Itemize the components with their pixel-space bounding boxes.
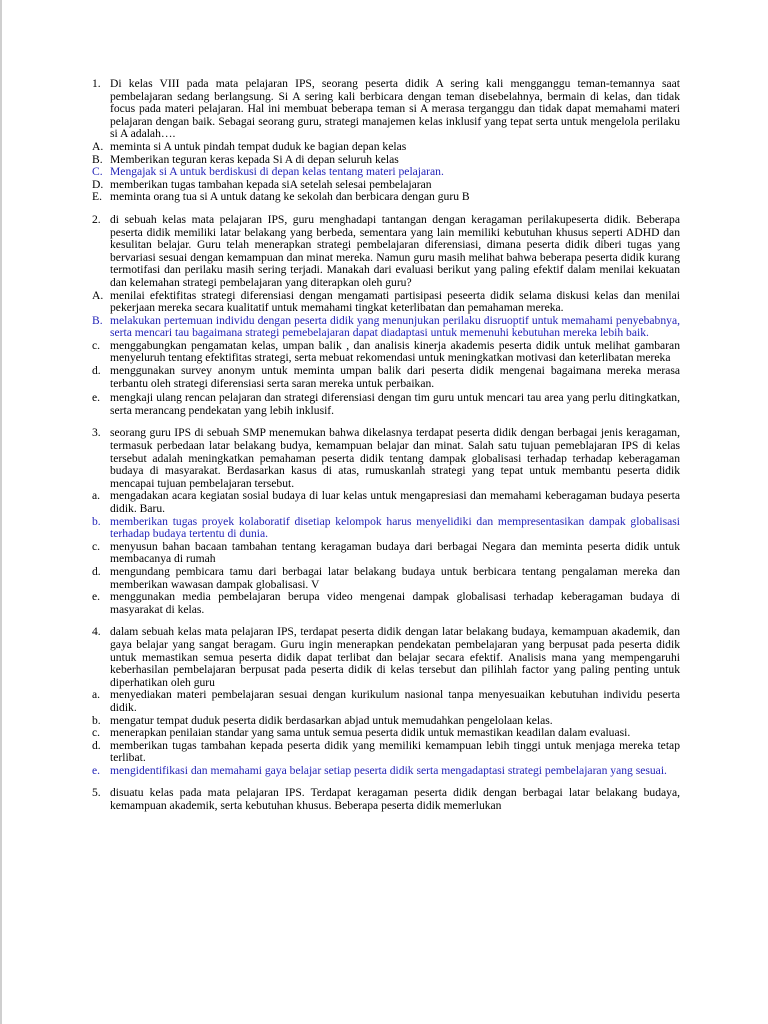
question-number: 3.	[92, 426, 101, 440]
option-a	[92, 490, 680, 515]
option-letter: e.	[92, 391, 101, 405]
option-letter: c.	[92, 726, 101, 740]
option-b-answer	[92, 315, 680, 340]
option-text: Memberikan teguran keras kepada Si A di depan seluruh kelas	[110, 152, 399, 166]
option-text: meminta si A untuk pindah tempat duduk ke bagian depan kelas	[110, 139, 407, 153]
option-letter: b.	[92, 514, 101, 528]
option-letter: d.	[92, 364, 101, 378]
option-text: mengadakan acara kegiatan sosial budaya di luar kelas untuk mengapresiasi dan memahami keberagaman budaya peserta didik. Baru.	[110, 489, 680, 515]
option-letter: e.	[92, 590, 101, 604]
option-text: memberikan tugas tambahan kepada peserta didik yang memiliki kemampuan lebih tinggi untuk menjaga mereka tetap terlibat.	[110, 738, 680, 765]
question-5	[92, 787, 680, 812]
option-a	[92, 689, 680, 714]
option-text: menyediakan materi pembelajaran sesuai dengan kurikulum nasional tanpa menyesuaikan kebutuhan individu peserta didik.	[110, 688, 680, 714]
option-text: mengidentifikasi dan memahami gaya belajar setiap peserta didik serta mengadaptasi strategi pembelajaran yang sesuai.	[110, 763, 667, 777]
option-d	[92, 740, 680, 765]
option-letter: a.	[92, 688, 101, 702]
option-text: memberikan tugas tambahan kepada siA setelah selesai pembelajaran	[110, 177, 432, 191]
option-letter: d.	[92, 564, 101, 578]
option-letter: B.	[92, 313, 103, 327]
option-letter: E.	[92, 190, 102, 204]
question-3	[92, 427, 680, 616]
option-c-answer	[92, 166, 680, 179]
option-e	[92, 591, 680, 616]
option-d	[92, 566, 680, 591]
option-text: menggunakan media pembelajaran berupa video mengenai dampak globalisasi terhadap keberagaman budaya di masyarakat di kelas.	[110, 590, 680, 616]
page-edge	[0, 0, 2, 1024]
option-d	[92, 365, 680, 390]
option-letter: a.	[92, 489, 101, 503]
option-letter: C.	[92, 165, 103, 179]
option-text: menyusun bahan bacaan tambahan tentang keragaman budaya dari berbagai Negara dan meminta peserta didik untuk membacanya di rumah	[110, 539, 680, 566]
question-1	[92, 78, 680, 204]
option-letter: e.	[92, 763, 101, 777]
option-letter: b.	[92, 713, 101, 727]
question-text: di sebuah kelas mata pelajaran IPS, guru menghadapi tantangan dengan keragaman perilakupeserta didik. Beberapa peserta didik memiliki latar belakang yang berbeda, sementara yang lain memiliki kebutuhan khusus seperti ADHD dan kesulitan belajar. Guru telah menerapkan strategi pembelajaran diferensiasi, dimana peserta didik diberi tugas yang bervariasi sesuai dengan kemampuan dan minat mereka. Namun guru masih melihat bahwa beberapa peserta didik kurang termotifasi dan perilaku masih sering terjadi. Manakah dari evaluasi berikut yang paling efektif dalam menilai kekuatan dan kelemahan strategi pembelajaran yang diterapkan oleh guru?	[110, 212, 680, 289]
question-4	[92, 626, 680, 777]
question-text: disuatu kelas pada mata pelajaran IPS. Terdapat keragaman peserta didik dengan berbagai latar belakang budaya, kemampuan akademik, serta kebutuhan khusus. Beberapa peserta didik memerlukan	[110, 786, 680, 813]
option-e-answer	[92, 765, 680, 778]
question-2	[92, 214, 680, 418]
question-number: 5.	[92, 786, 101, 800]
question-text: seorang guru IPS di sebuah SMP menemukan bahwa dikelasnya terdapat peserta didik dengan berbagai jenis keragaman, termasuk perbedaan latar belakang budya, kemampuan belajar dan minat. Salah satu tujuan pemeblajaran IPS di kelas tersebut adalah meningkatkan pemahaman peserta didik tentang dampak globalisasi terhadap terhadap keberagaman budaya di masyarakat. Berdasarkan kasus di atas, rumuskanlah strategi yang tepat untuk membantu peserta didik mencapai tujuan pembelajaran tersebut.	[110, 426, 680, 490]
option-text: menerapkan penilaian standar yang sama untuk semua peserta didik untuk memastikan keadilan dalam evaluasi.	[110, 726, 631, 740]
option-c	[92, 340, 680, 365]
option-letter: c.	[92, 338, 101, 352]
option-c	[92, 541, 680, 566]
option-a	[92, 290, 680, 315]
option-e	[92, 392, 680, 417]
option-text: menilai efektifitas strategi diferensiasi dengan mengamati partisipasi peseerta didik selama diskusi kelas dan menilai pekerjaan mereka secara kualitatif untuk memahami tingkat keterlibatan dan pemahaman mereka.	[110, 288, 680, 315]
option-letter: A.	[92, 288, 104, 302]
option-text: meminta orang tua si A untuk datang ke sekolah dan berbicara dengan guru B	[110, 190, 470, 204]
option-text: Mengajak si A untuk berdiskusi di depan kelas tentang materi pelajaran.	[110, 165, 444, 179]
question-number: 1.	[92, 77, 101, 90]
option-letter: D.	[92, 177, 104, 191]
option-a	[92, 141, 680, 154]
document-body	[92, 78, 680, 823]
option-text: melakukan pertemuan individu dengan peserta didik yang menunjukan perilaku disruoptif untuk memahami penyebabnya, serta mencari tau bagaimana strategi pemebelajaran dapat diadaptasi untuk memenuhi kebutuhan mereka lebih baik.	[110, 313, 680, 340]
question-text: Di kelas VIII pada mata pelajaran IPS, seorang peserta didik A sering kali mengganggu teman-temannya saat pembelajaran sedang berlangsung. Si A sering kali berbicara dengan teman disebelahnya, bermain di kelas, dan tidak focus pada materi pelajaran. Hal ini membuat beberapa teman si A merasa terganggu dan tidak dapat memahami materi pelajaran dengan baik. Sebagai seorang guru, strategi manajemen kelas inklusif yang tepat serta untuk mengelola perilaku si A adalah….	[110, 77, 680, 141]
question-number: 4.	[92, 625, 101, 639]
question-text: dalam sebuah kelas mata pelajaran IPS, terdapat peserta didik dengan latar belakang budaya, kemampuan akademik, dan gaya belajar yang sangat beragam. Guru ingin menerapkan pendekatan pembelajaran yang berpusat pada peserta didik untuk memastikan semua peserta didik dapat terlibat dan belajar secara efektif. Analisis mana yang mempengaruhi keberhasilan pembelajaran berpusat pada peserta didik di kelas tersebut dan pilihlah factor yang paling penting untuk diperhatikan oleh guru	[110, 625, 680, 689]
option-letter: c.	[92, 539, 101, 553]
option-text: menggunakan survey anonym untuk meminta umpan balik dari peserta didik mengenai bagaimana mereka merasa terbantu oleh strategi diferensiasi serta saran mereka untuk perbaikan.	[110, 364, 680, 390]
option-text: memberikan tugas proyek kolaboratif disetiap kelompok harus menyelidiki dan mempresentasikan dampak globalisasi terhadap budaya tertentu di dunia.	[110, 514, 680, 541]
option-text: menggabungkan pengamatan kelas, umpan balik , dan analisis kinerja akademis peserta didik untuk melihat gambaran menyeluruh tentang efektifitas strategi, serta mebuat rekomendasi untuk meningkatkan motivasi dan keterlibatan mereka	[110, 338, 680, 365]
question-number: 2.	[92, 212, 101, 226]
option-c	[92, 727, 680, 740]
option-b-answer	[92, 516, 680, 541]
option-letter: d.	[92, 738, 101, 752]
option-text: mengkaji ulang rencan pelajaran dan strategi diferensiasi dengan tim guru untuk mencari tau area yang perlu ditingkatkan, serta merancang pendekatan yang lebih inklusif.	[110, 391, 680, 417]
option-letter: B.	[92, 152, 103, 166]
option-letter: A.	[92, 139, 104, 153]
option-text: mengundang pembicara tamu dari berbagai latar belakang budaya untuk berbicara tentang pengalaman mereka dan memberikan wawasan dampak globalisasi. V	[110, 564, 680, 591]
option-text: mengatur tempat duduk peserta didik berdasarkan abjad untuk memudahkan pengelolaan kelas.	[110, 713, 553, 727]
option-e	[92, 191, 680, 204]
